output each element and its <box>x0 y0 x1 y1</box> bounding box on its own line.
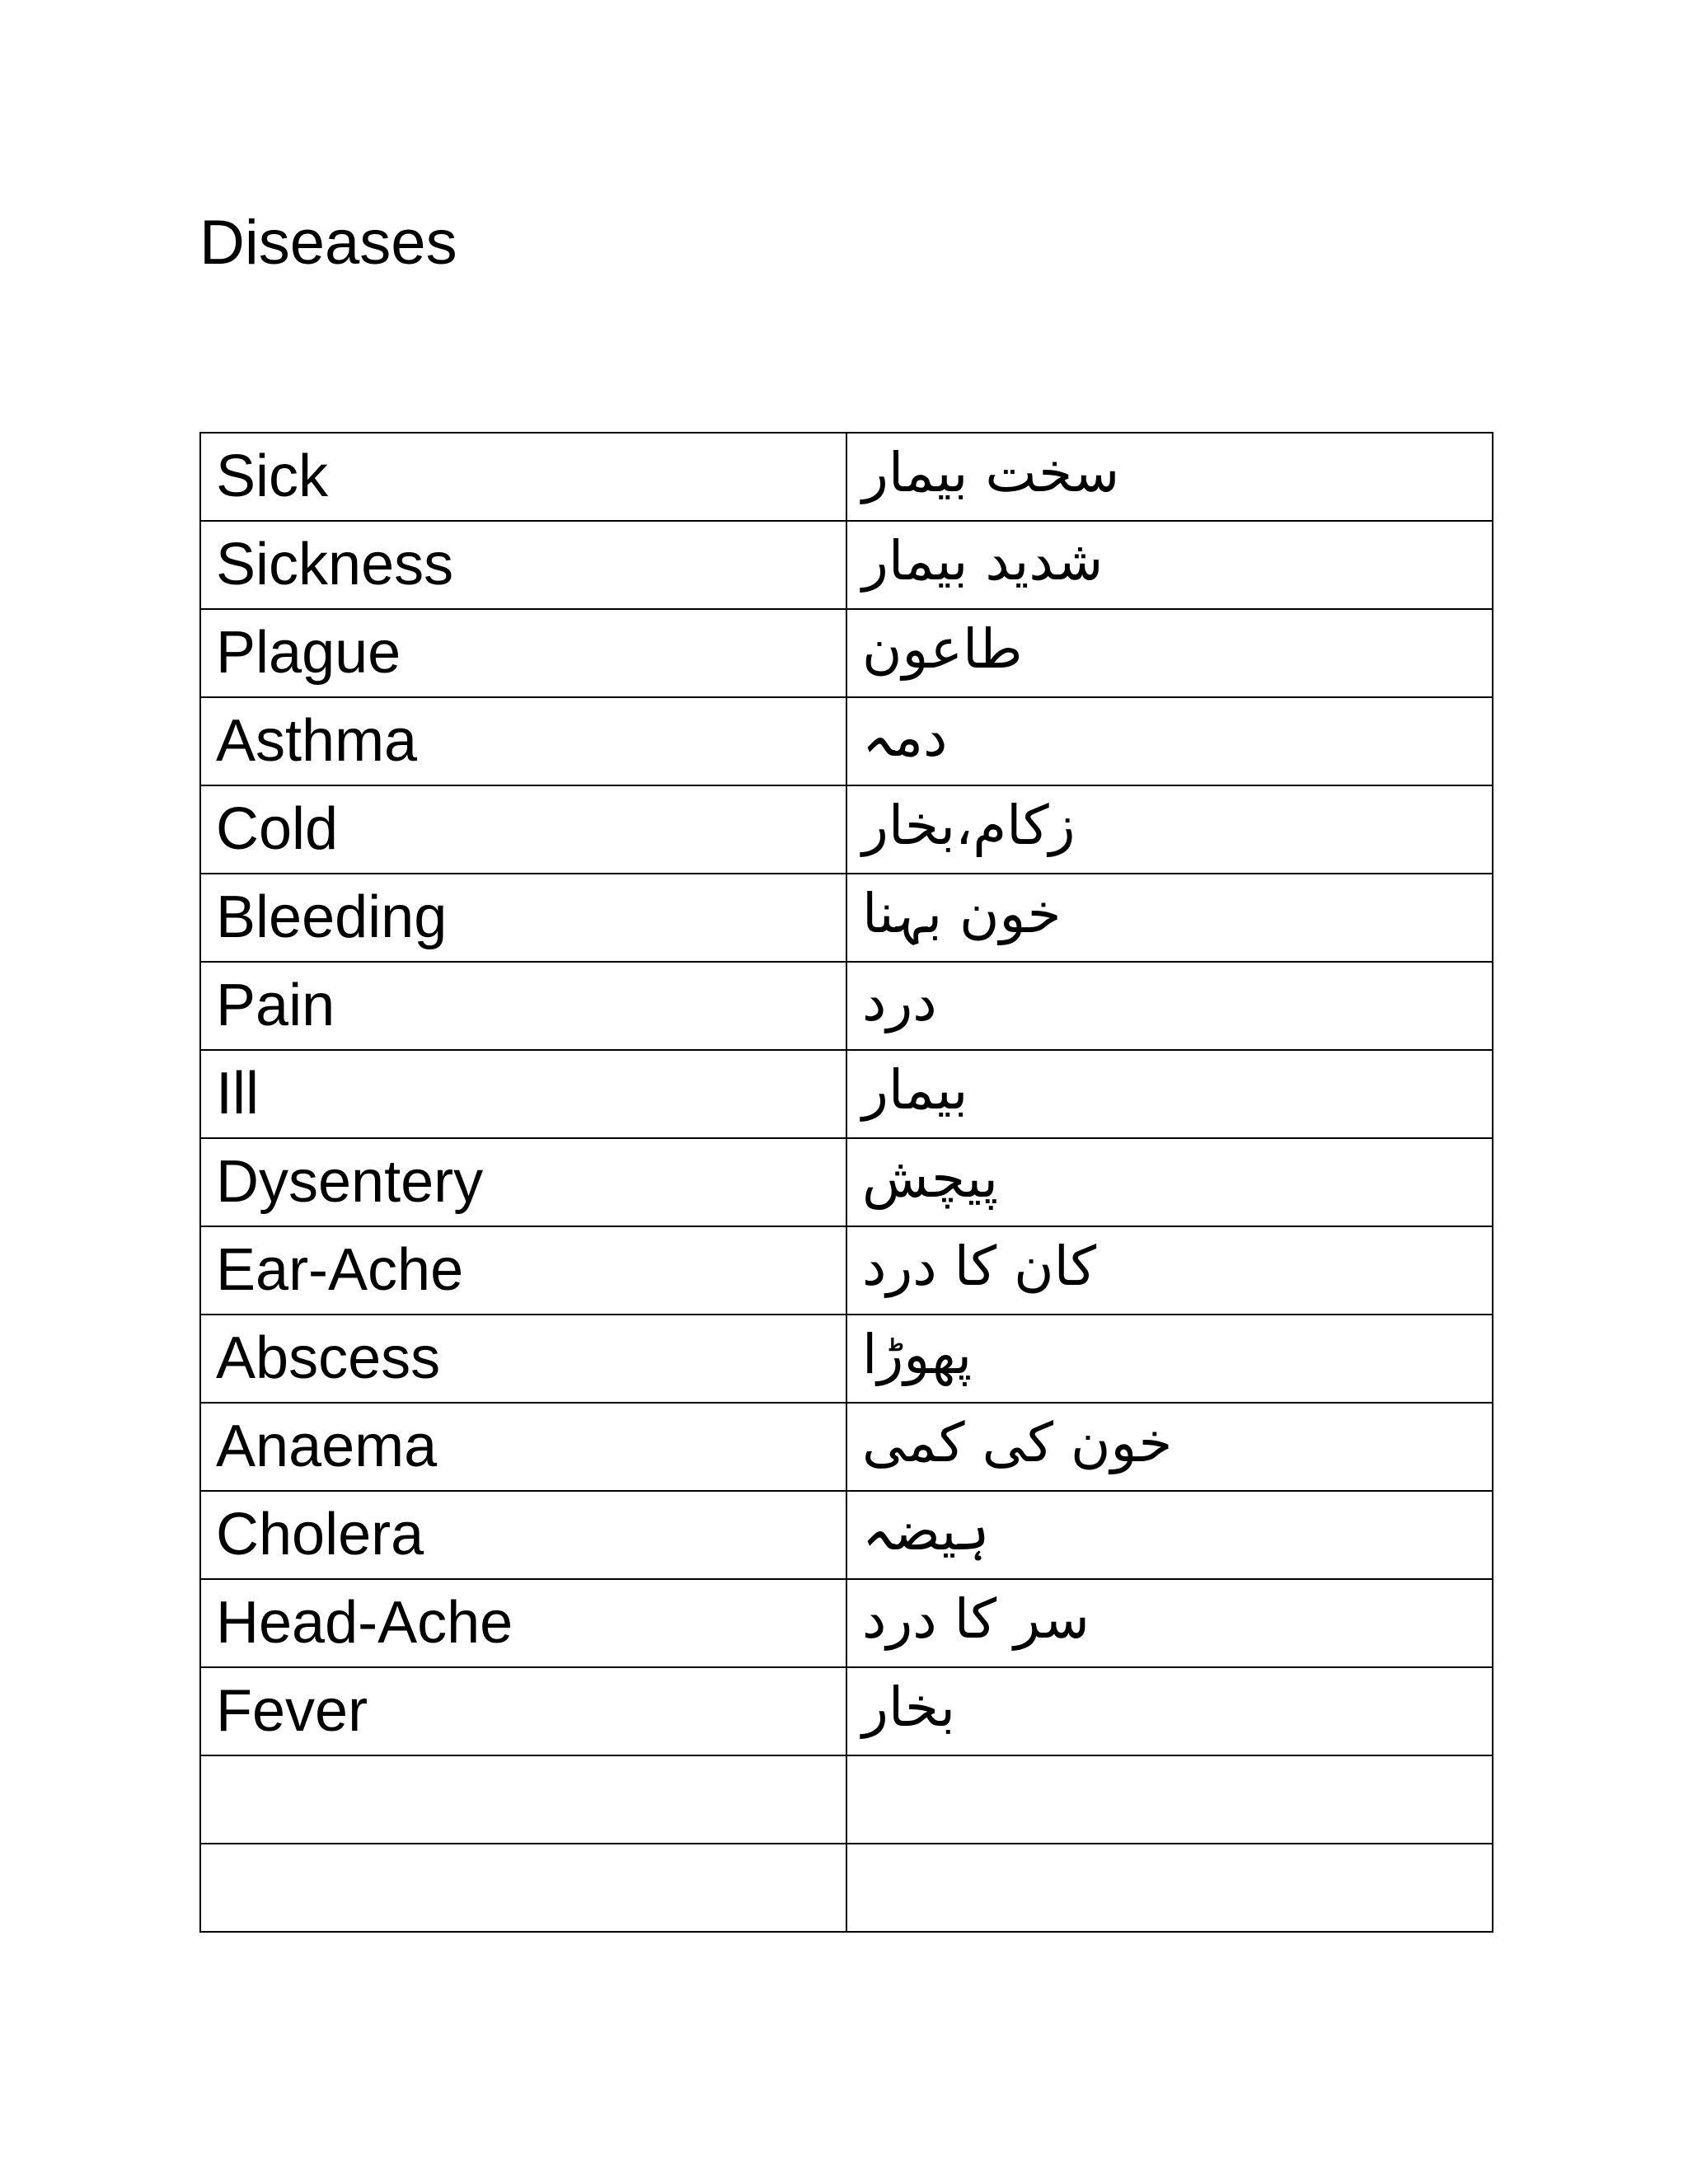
english-word <box>200 1844 846 1932</box>
english-word: Asthma <box>200 697 846 785</box>
table-row <box>200 1403 1493 1491</box>
english-word: Plague <box>200 609 846 697</box>
urdu-translation: بخار <box>862 1675 955 1739</box>
english-word: Pain <box>200 962 846 1050</box>
urdu-translation-cell <box>846 962 1493 1050</box>
urdu-translation: بیمار <box>862 1058 968 1122</box>
urdu-translation: خون بہنا <box>862 882 1062 945</box>
urdu-translation-cell <box>846 697 1493 785</box>
urdu-translation: سخت بیمار <box>862 441 1120 504</box>
urdu-translation-cell <box>846 1844 1493 1932</box>
empty-table-row <box>200 1844 1493 1932</box>
table-row <box>200 1050 1493 1138</box>
table-row <box>200 433 1493 521</box>
urdu-translation-cell <box>846 1667 1493 1755</box>
urdu-translation: شدید بیمار <box>862 529 1104 593</box>
english-word: Head-Ache <box>200 1579 846 1667</box>
urdu-translation-cell <box>846 521 1493 609</box>
urdu-translation-cell <box>846 1403 1493 1491</box>
table-row <box>200 1138 1493 1226</box>
urdu-translation: پھوڑا <box>862 1323 973 1386</box>
urdu-translation-cell <box>846 785 1493 874</box>
urdu-translation-cell <box>846 1755 1493 1844</box>
table-row <box>200 609 1493 697</box>
english-word: Abscess <box>200 1315 846 1403</box>
english-word: Fever <box>200 1667 846 1755</box>
urdu-translation: دمہ <box>862 705 948 769</box>
page-title: Diseases <box>199 208 457 278</box>
table-row <box>200 962 1493 1050</box>
english-word <box>200 1755 846 1844</box>
empty-table-row <box>200 1755 1493 1844</box>
urdu-translation-cell <box>846 1579 1493 1667</box>
table-row <box>200 521 1493 609</box>
urdu-translation: طاعون <box>862 617 1023 681</box>
urdu-translation: سر کا درد <box>862 1587 1090 1651</box>
urdu-translation-cell <box>846 433 1493 521</box>
table-row <box>200 1226 1493 1315</box>
english-word: Dysentery <box>200 1138 846 1226</box>
english-word: Bleeding <box>200 874 846 962</box>
english-word: Ill <box>200 1050 846 1138</box>
table-row <box>200 874 1493 962</box>
vocabulary-table <box>199 432 1493 1933</box>
english-word: Ear-Ache <box>200 1226 846 1315</box>
table-row <box>200 1315 1493 1403</box>
english-word: Sickness <box>200 521 846 609</box>
table-row <box>200 1491 1493 1579</box>
urdu-translation: خون کی کمی <box>862 1411 1173 1474</box>
urdu-translation-cell <box>846 1226 1493 1315</box>
urdu-translation: زکام،بخار <box>862 794 1076 857</box>
table-row <box>200 697 1493 785</box>
urdu-translation: کان کا درد <box>862 1235 1097 1298</box>
urdu-translation: پیچش <box>862 1146 999 1210</box>
english-word: Cold <box>200 785 846 874</box>
urdu-translation-cell <box>846 609 1493 697</box>
table-row <box>200 1667 1493 1755</box>
urdu-translation-cell <box>846 1491 1493 1579</box>
english-word: Sick <box>200 433 846 521</box>
urdu-translation-cell <box>846 1050 1493 1138</box>
urdu-translation-cell <box>846 1315 1493 1403</box>
urdu-translation: ہیضہ <box>862 1499 990 1563</box>
urdu-translation-cell <box>846 874 1493 962</box>
table-row <box>200 1579 1493 1667</box>
english-word: Cholera <box>200 1491 846 1579</box>
urdu-translation: درد <box>862 970 937 1033</box>
english-word: Anaema <box>200 1403 846 1491</box>
table-row <box>200 785 1493 874</box>
urdu-translation-cell <box>846 1138 1493 1226</box>
